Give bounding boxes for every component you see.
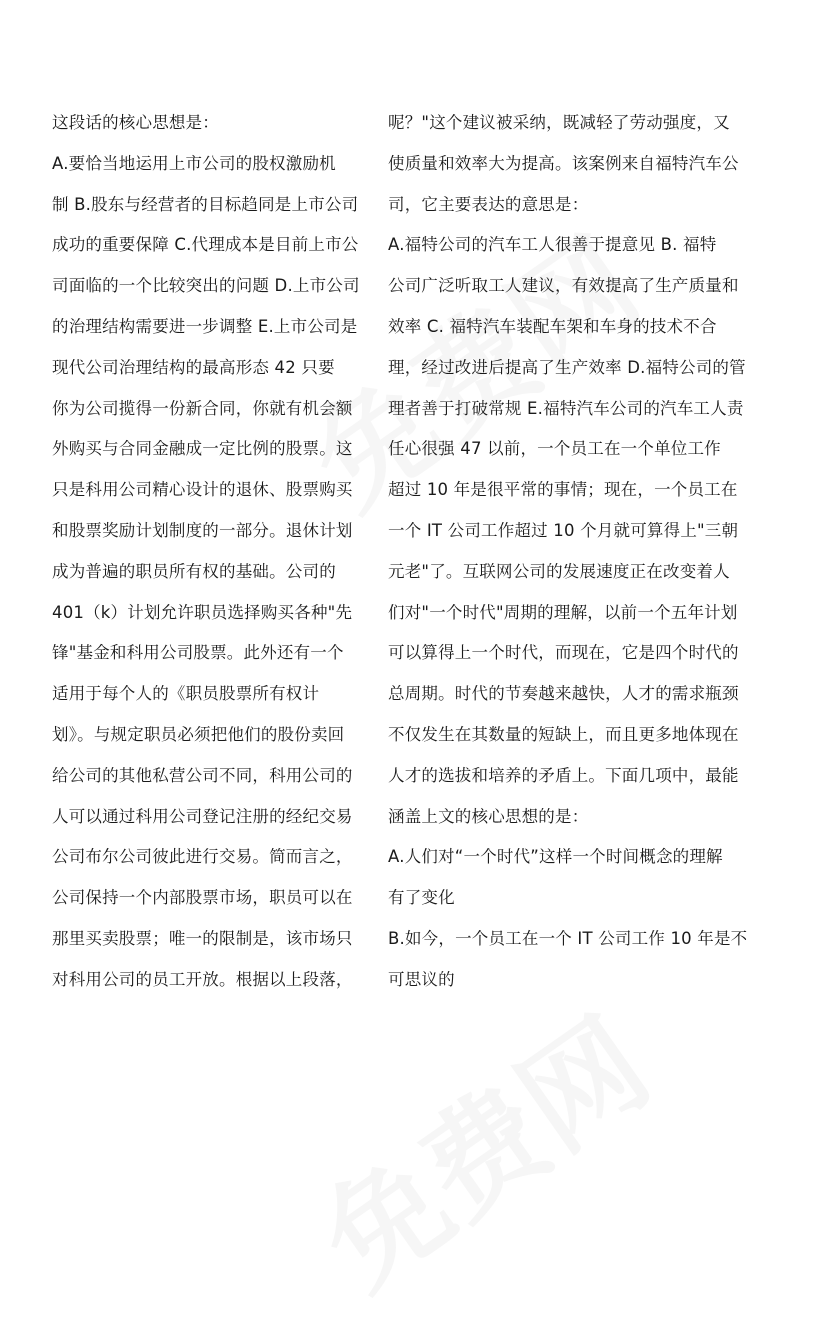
text-line: 任心很强 47 以前，一个员工在一个单位工作 <box>388 439 721 459</box>
text-line: 效率 C. 福特汽车装配车架和车身的技术不合 <box>388 316 717 336</box>
text-line: 理，经过改进后提高了生产效率 D.福特公司的管 <box>388 357 746 377</box>
text-line: A.人们对“一个时代”这样一个时间概念的理解 <box>388 847 723 867</box>
text-line: 可以算得上一个时代，而现在，它是四个时代的 <box>388 643 739 663</box>
text-line: 只是科用公司精心设计的退休、股票购买 <box>52 480 353 500</box>
text-line: B.如今，一个员工在一个 IT 公司工作 10 年是不 <box>388 928 748 948</box>
text-line: 呢？"这个建议被采纳，既减轻了劳动强度，又 <box>388 113 730 132</box>
text-line: 给公司的其他私营公司不同，科用公司的 <box>52 765 353 785</box>
text-line: 人可以通过科用公司登记注册的经纪交易 <box>52 806 353 826</box>
left-text-column <box>52 103 362 1001</box>
text-line: 成为普遍的职员所有权的基础。公司的 <box>52 561 336 581</box>
text-line: 司，它主要表达的意思是： <box>388 194 589 214</box>
text-line: 和股票奖励计划制度的一部分。退休计划 <box>52 520 353 540</box>
text-line: 外购买与合同金融成一定比例的股票。这 <box>52 439 353 459</box>
text-line: 司面临的一个比较突出的问题 D.上市公司 <box>52 276 360 296</box>
text-line: 公司广泛听取工人建议，有效提高了生产质量和 <box>388 276 739 296</box>
text-line: 制 B.股东与经营者的目标趋同是上市公司 <box>52 194 359 214</box>
text-line: 一个 IT 公司工作超过 10 个月就可算得上"三朝 <box>388 520 739 540</box>
text-line: 有了变化 <box>388 888 455 908</box>
text-line: 涵盖上文的核心思想的是： <box>388 806 589 826</box>
text-line: 不仅发生在其数量的短缺上，而且更多地体现在 <box>388 724 739 744</box>
text-line: 们对"一个时代"周期的理解，以前一个五年计划 <box>388 602 738 622</box>
text-line: 适用于每个人的《职员股票所有权计 <box>52 684 320 704</box>
text-line: 元老"了。互联网公司的发展速度正在改变着人 <box>388 561 730 581</box>
text-line: 可思议的 <box>388 969 455 989</box>
text-line: 公司保持一个内部股票市场，职员可以在 <box>52 888 353 908</box>
text-line: 人才的选拔和培养的矛盾上。下面几项中，最能 <box>388 765 739 785</box>
right-text-column <box>388 103 748 1001</box>
text-line: 使质量和效率大为提高。该案例来自福特汽车公 <box>388 153 739 173</box>
text-line: 总周期。时代的节奏越来越快，人才的需求瓶颈 <box>388 684 739 704</box>
text-line: 现代公司治理结构的最高形态 42 只要 <box>52 357 335 377</box>
text-line: 那里买卖股票；唯一的限制是，该市场只 <box>52 928 353 948</box>
text-line: 对科用公司的员工开放。根据以上段落， <box>52 969 353 989</box>
text-line: A.要恰当地运用上市公司的股权激励机 <box>52 153 336 173</box>
text-line: 你为公司揽得一份新合同，你就有机会额 <box>52 398 353 418</box>
text-line: 划》。与规定职员必须把他们的股份卖回 <box>52 724 345 744</box>
text-line: A.福特公司的汽车工人很善于提意见 B. 福特 <box>388 235 717 255</box>
text-line: 成功的重要保障 C.代理成本是目前上市公 <box>52 235 359 255</box>
text-line: 这段话的核心思想是： <box>52 113 219 132</box>
text-line: 的治理结构需要进一步调整 E.上市公司是 <box>52 316 358 336</box>
watermark <box>283 972 677 1319</box>
text-line: 超过 10 年是很平常的事情；现在，一个员工在 <box>388 480 738 500</box>
text-line: 公司布尔公司彼此进行交易。简而言之， <box>52 847 353 867</box>
text-line: 锋"基金和科用公司股票。此外还有一个 <box>52 643 344 663</box>
text-line: 401（k）计划允许职员选择购买各种"先 <box>52 602 353 622</box>
text-line: 理者善于打破常规 E.福特汽车公司的汽车工人责 <box>388 398 744 418</box>
